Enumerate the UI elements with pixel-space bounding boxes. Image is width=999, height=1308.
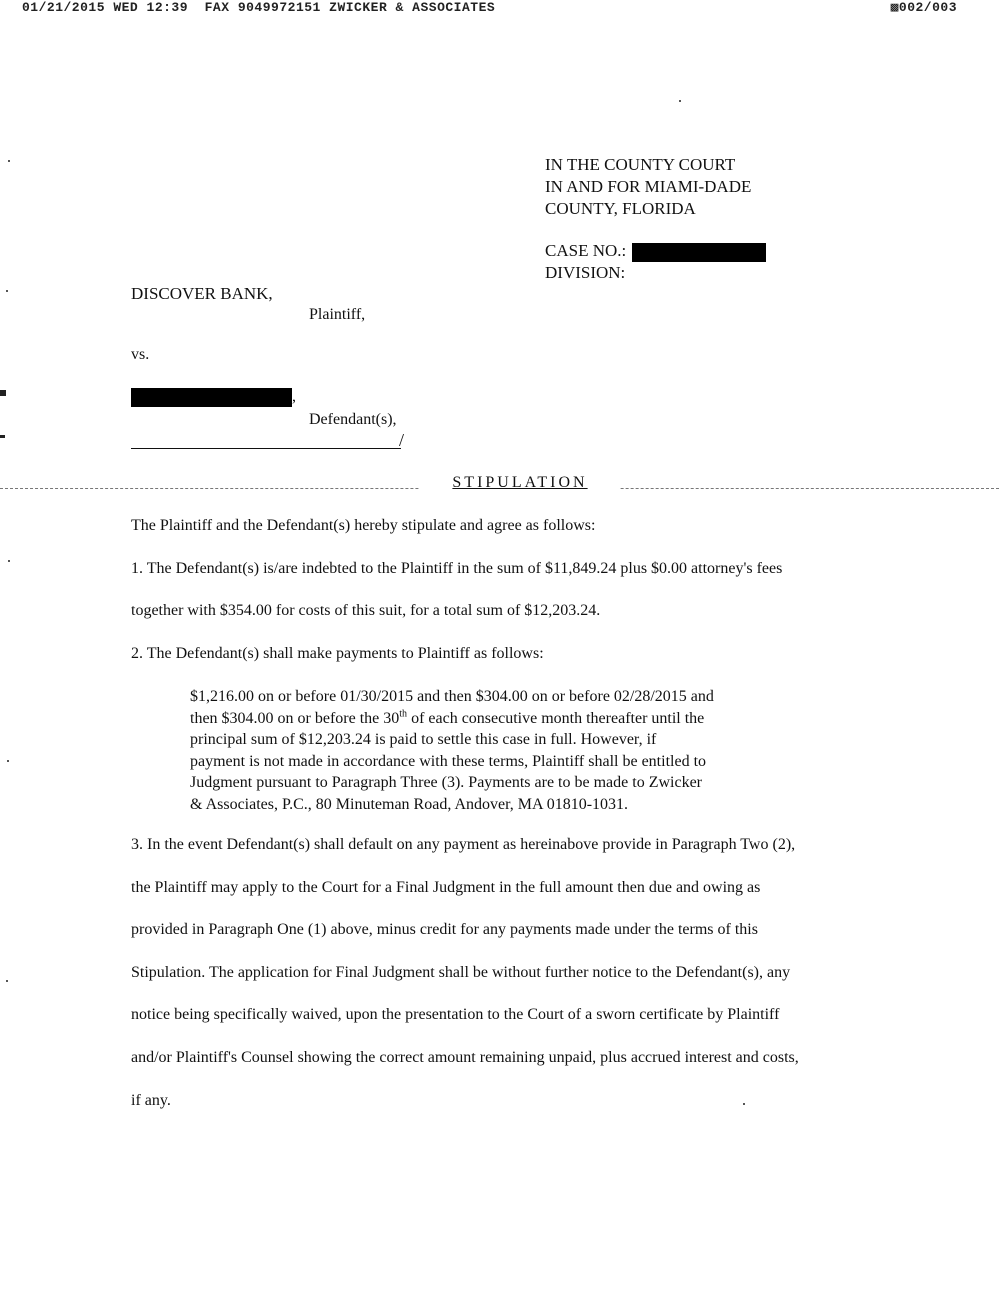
payment-terms-line: & Associates, P.C., 80 Minuteman Road, Andover, MA 01810-1031. bbox=[190, 795, 629, 813]
fax-page-count: ▩002/003 bbox=[890, 0, 957, 15]
scan-speck bbox=[8, 560, 10, 562]
payment-terms-line: payment is not made in accordance with these terms, Plaintiff shall be entitled to bbox=[190, 752, 707, 770]
payment-terms-line: principal sum of $12,203.24 is paid to settle this case in full. However, if bbox=[190, 731, 657, 748]
paragraph-3-line-5: notice being specifically waived, upon the presentation to the Court of a sworn certificate by Plaintiff bbox=[131, 1006, 780, 1023]
defendant-label: Defendant(s), bbox=[309, 411, 397, 428]
scan-speck bbox=[8, 160, 10, 162]
paragraph-2-line-1: 2. The Defendant(s) shall make payments to Plaintiff as follows: bbox=[131, 645, 544, 662]
scan-speck bbox=[6, 980, 8, 982]
fax-header-info: 01/21/2015 WED 12:39 FAX 9049972151 ZWICKER & ASSOCIATES bbox=[22, 0, 496, 15]
court-line-2: IN AND FOR MIAMI-DADE bbox=[545, 177, 752, 196]
scan-mark bbox=[0, 390, 6, 396]
payment-terms-line: then $304.00 on or before the 30th of each consecutive month thereafter until the bbox=[190, 708, 705, 727]
payment-terms-block bbox=[190, 686, 790, 815]
scan-speck bbox=[7, 760, 9, 762]
versus-label: vs. bbox=[131, 346, 150, 363]
paragraph-3-line-2: the Plaintiff may apply to the Court for a Final Judgment in the full amount then due and owing as bbox=[131, 879, 761, 896]
case-number-redaction bbox=[632, 243, 766, 262]
scan-speck bbox=[743, 1103, 745, 1105]
division-label: DIVISION: bbox=[545, 263, 626, 282]
paragraph-3-line-7: if any. bbox=[131, 1092, 171, 1109]
court-caption bbox=[545, 154, 751, 220]
document-title: STIPULATION bbox=[420, 474, 620, 492]
scan-mark bbox=[0, 435, 5, 438]
payment-terms-line: Judgment pursuant to Paragraph Three (3). Payments are to be made to Zwicker bbox=[190, 774, 702, 791]
defendant-name-redaction bbox=[131, 388, 292, 407]
payment-terms-line: $1,216.00 on or before 01/30/2015 and then $304.00 on or before 02/28/2015 and bbox=[190, 688, 714, 705]
scan-speck bbox=[6, 290, 8, 292]
case-number-row bbox=[545, 240, 766, 262]
scan-speck bbox=[679, 100, 681, 102]
paragraph-3-line-4: Stipulation. The application for Final Judgment shall be without further notice to the Defendant(s), any bbox=[131, 964, 791, 981]
court-line-1: IN THE COUNTY COURT bbox=[545, 155, 736, 174]
defendant-comma: , bbox=[292, 388, 296, 405]
case-info bbox=[545, 240, 766, 284]
caption-slash: / bbox=[399, 430, 405, 450]
intro-paragraph: The Plaintiff and the Defendant(s) hereby stipulate and agree as follows: bbox=[131, 517, 596, 534]
paragraph-3-line-6: and/or Plaintiff's Counsel showing the correct amount remaining unpaid, plus accrued interest and costs, bbox=[131, 1049, 799, 1066]
paragraph-1-line-1: 1. The Defendant(s) is/are indebted to the Plaintiff in the sum of $11,849.24 plus $0.00 attorney's fees bbox=[131, 560, 783, 577]
caption-underline bbox=[131, 448, 401, 449]
court-line-3: COUNTY, FLORIDA bbox=[545, 199, 696, 218]
plaintiff-label: Plaintiff, bbox=[309, 306, 366, 323]
plaintiff-name: DISCOVER BANK, bbox=[131, 284, 273, 303]
case-number-label: CASE NO.: bbox=[545, 241, 627, 260]
paragraph-1-line-2: together with $354.00 for costs of this suit, for a total sum of $12,203.24. bbox=[131, 602, 601, 619]
paragraph-3-line-3: provided in Paragraph One (1) above, minus credit for any payments made under the terms of this bbox=[131, 921, 758, 938]
fax-header bbox=[22, 0, 957, 18]
paragraph-3-line-1: 3. In the event Defendant(s) shall default on any payment as hereinabove provide in Paragraph Two (2), bbox=[131, 836, 796, 853]
